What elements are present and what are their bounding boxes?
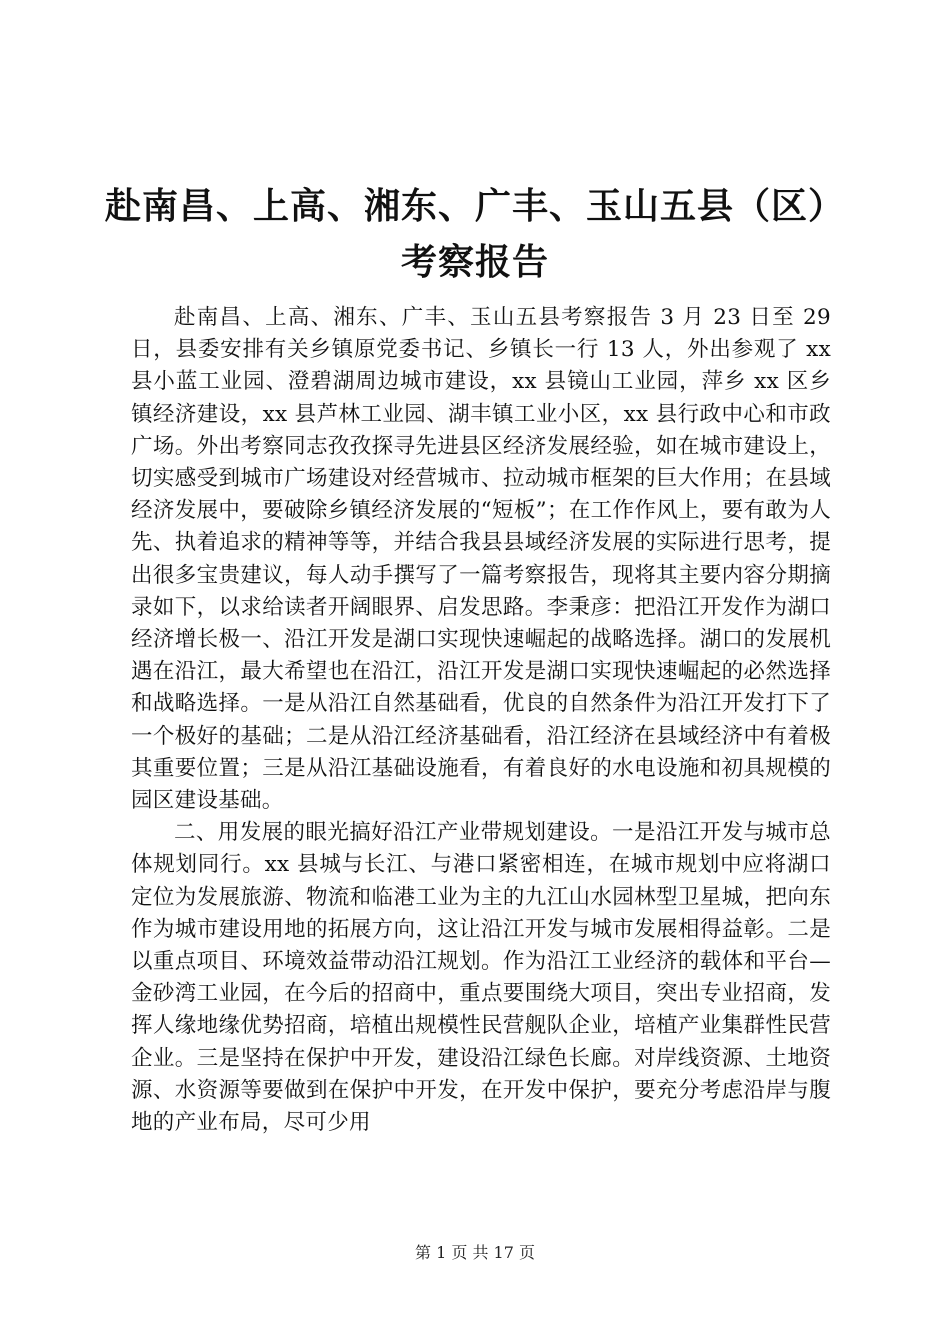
title-line-2: 考察报告 bbox=[400, 241, 549, 283]
document-title bbox=[90, 178, 860, 290]
body-paragraph-1: 赴南昌、上高、湘东、广丰、玉山五县考察报告 3 月 23 日至 29 日，县委安排有关乡镇原党委书记、乡镇长一行 13 人，外出参观了 xx 县小蓝工业园、澄碧湖周边城市建设，xx 县镜山工业园，萍乡 xx 区乡镇经济建设，xx 县芦林工业园、湖丰镇工业小区，xx 县行政中心和市政广场。外出考察同志孜孜探寻先进县区经济发展经验，如在城市建设上，切实感受到城市广场建设对经营城市、拉动城市框架的巨大作用；在县域经济发展中，要破除乡镇经济发展的“短板”；在工作作风上，要有敢为人先、执着追求的精神等等，并结合我县县域经济发展的实际进行思考，提出很多宝贵建议，每人动手撰写了一篇考察报告，现将其主要内容分期摘录如下，以求给读者开阔眼界、启发思路。李秉彦：把沿江开发作为湖口经济增长极一、沿江开发是湖口实现快速崛起的战略选择。湖口的发展机遇在沿江，最大希望也在沿江，沿江开发是湖口实现快速崛起的必然选择和战略选择。一是从沿江自然基础看，优良的自然条件为沿江开发打下了一个极好的基础；二是从沿江经济基础看，沿江经济在县域经济中有着极其重要位置；三是从沿江基础设施看，有着良好的水电设施和初具规模的园区建设基础。 bbox=[131, 305, 831, 814]
title-line-1: 赴南昌、上高、湘东、广丰、玉山五县（区） bbox=[104, 185, 845, 227]
document-body bbox=[131, 302, 831, 1139]
page-footer: 第 1 页 共 17 页 bbox=[415, 1243, 535, 1262]
body-paragraph-2: 二、用发展的眼光搞好沿江产业带规划建设。一是沿江开发与城市总体规划同行。xx 县城与长江、与港口紧密相连，在城市规划中应将湖口定位为发展旅游、物流和临港工业为主的九江山水园林型卫星城，把向东作为城市建设用地的拓展方向，这让沿江开发与城市发展相得益彰。二是以重点项目、环境效益带动沿江规划。作为沿江工业经济的载体和平台—金砂湾工业园，在今后的招商中，重点要围绕大项目，突出专业招商，发挥人缘地缘优势招商，培植出规模性民营舰队企业，培植产业集群性民营企业。三是坚持在保护中开发，建设沿江绿色长廊。对岸线资源、土地资源、水资源等要做到在保护中开发，在开发中保护，要充分考虑沿岸与腹地的产业布局，尽可少用 bbox=[131, 820, 831, 1136]
